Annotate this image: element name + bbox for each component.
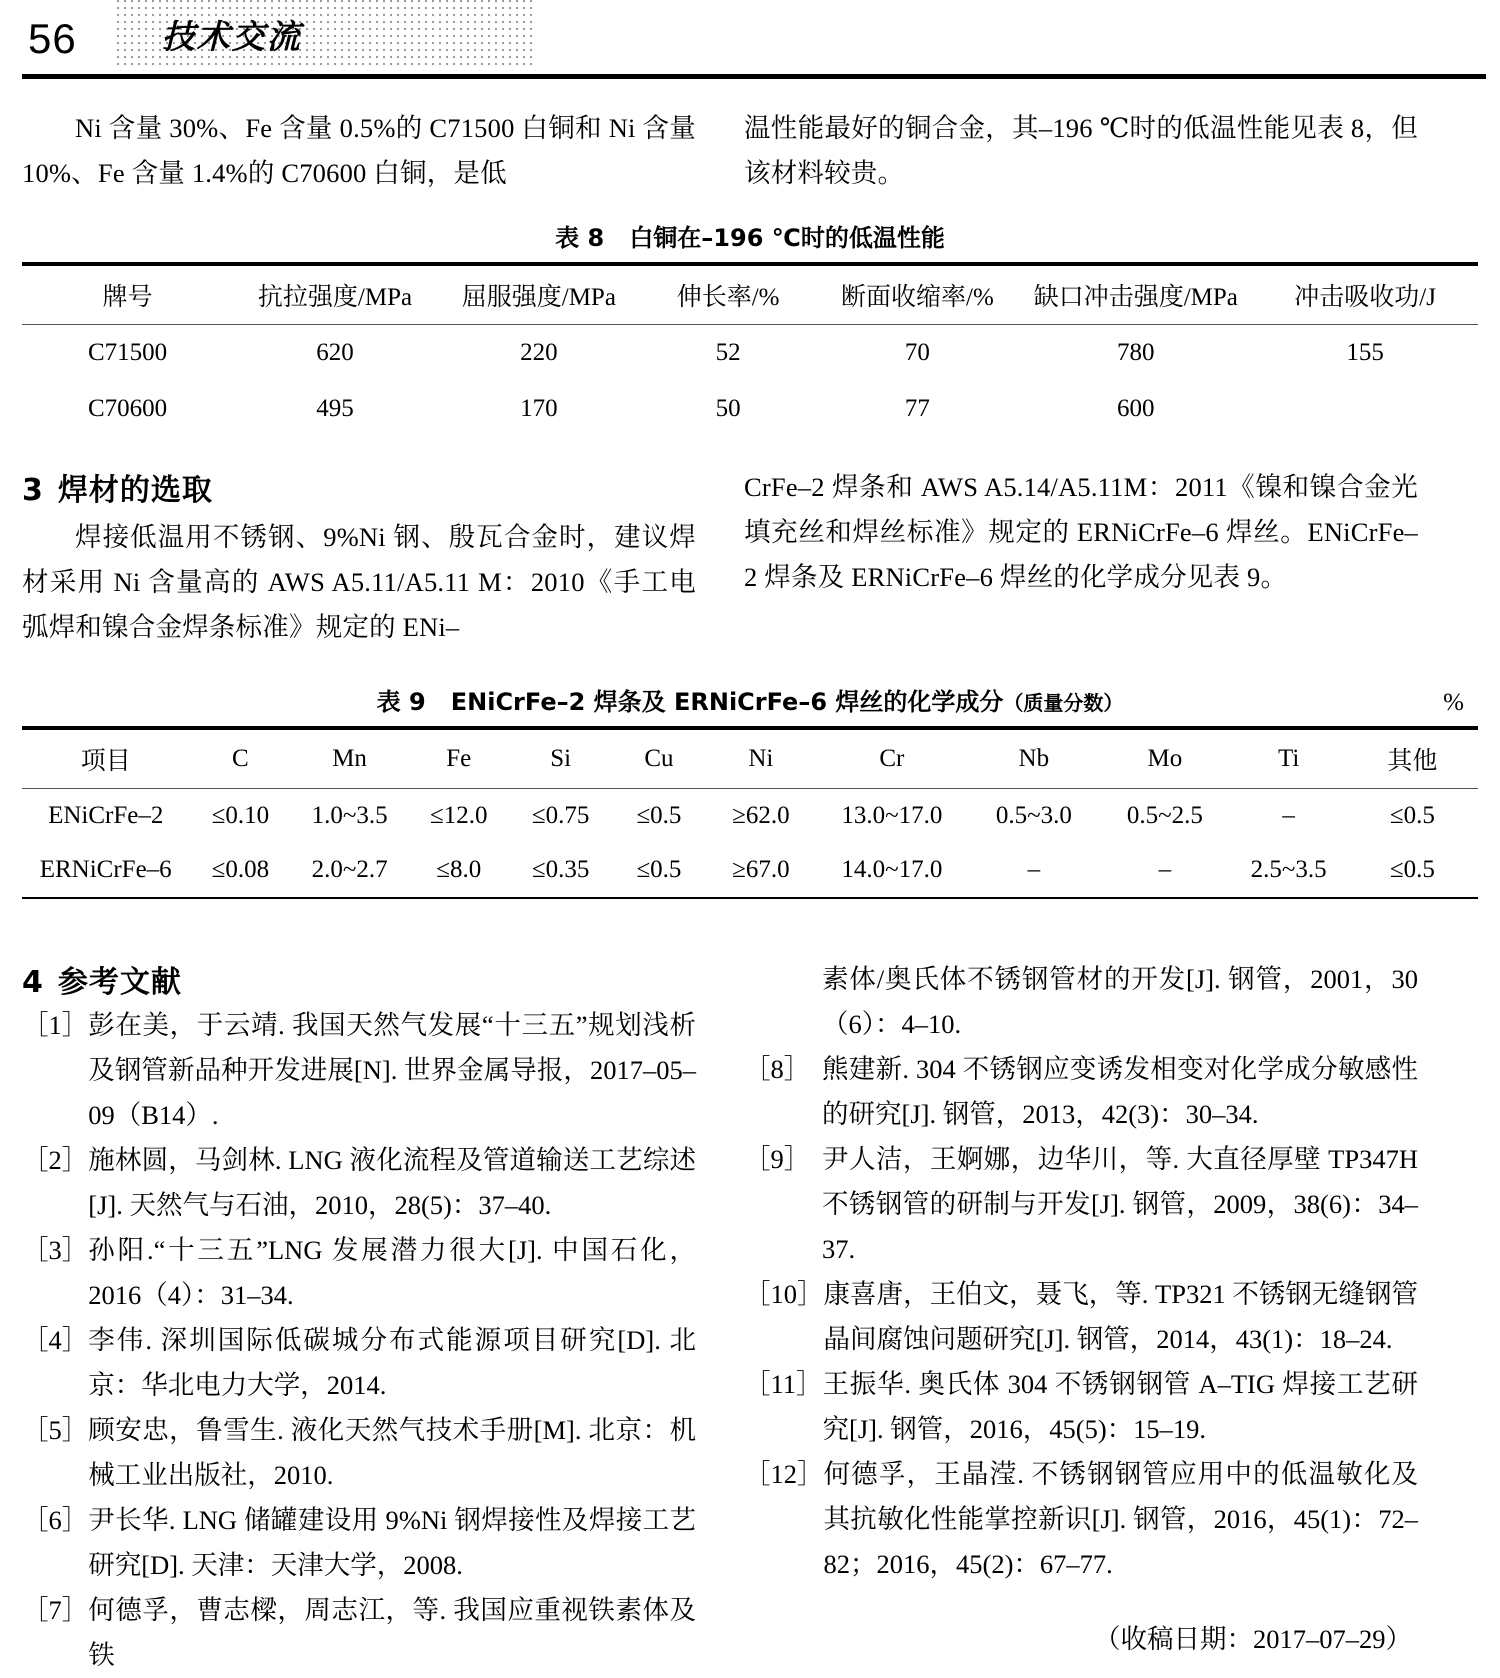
- reference-number: [744, 957, 822, 1047]
- table9-r1c2: 2.0~2.7: [311, 856, 388, 883]
- table-row: [22, 789, 1478, 844]
- table9-caption: [22, 674, 1478, 726]
- table9-r0c3: ≤12.0: [430, 802, 488, 829]
- reference-number: ［3］: [22, 1235, 89, 1265]
- table9-col-3: Fe: [408, 728, 510, 789]
- table9-r1c6: ≥67.0: [732, 856, 790, 883]
- section3-columns: [22, 465, 1478, 650]
- header-band: [117, 0, 537, 68]
- table8-col-1: 抗拉强度/MPa: [233, 264, 437, 325]
- section3-paragraph-left: 焊接低温用不锈钢、9%Ni 钢、殷瓦合金时，建议焊材采用 Ni 含量高的 AWS A5.11/A5.11 M：2010《手工电弧焊和镍合金焊条标准》规定的 ENi–: [22, 522, 696, 642]
- list-item: [744, 1362, 1418, 1452]
- list-item: [744, 1272, 1418, 1362]
- reference-number: ［5］: [22, 1415, 89, 1445]
- table9-r1c5: ≤0.5: [636, 856, 682, 883]
- table9-r0c1: ≤0.10: [211, 802, 270, 829]
- table8-caption: [22, 210, 1478, 262]
- table9-r0c6: ≥62.0: [732, 802, 790, 829]
- section3-paragraph-right: CrFe–2 焊条和 AWS A5.14/A5.11M：2011《镍和镍合金光填充丝和焊丝标准》规定的 ERNiCrFe–6 焊丝。ENiCrFe–2 焊条及 ERNiCrFe–6 焊丝的化学成分见表 9。: [744, 472, 1418, 592]
- reference-number: ［12］: [744, 1459, 824, 1489]
- table-row: [22, 325, 1478, 382]
- reference-number: ［7］: [22, 1595, 89, 1625]
- section3-left-column: [22, 465, 696, 650]
- list-item: [22, 1318, 696, 1408]
- list-item: [22, 1003, 696, 1138]
- table8-r1c6: [1252, 381, 1478, 437]
- reference-text: 顾安忠，鲁雪生. 液化天然气技术手册[M]. 北京：机械工业出版社，2010.: [88, 1415, 696, 1490]
- reference-list-right: [744, 957, 1418, 1587]
- table8-col-3: 伸长率/%: [641, 264, 816, 325]
- intro-right-column: [744, 106, 1418, 196]
- intro-paragraph-right: 温性能最好的铜合金，其–196 ℃时的低温性能见表 8，但该材料较贵。: [744, 113, 1418, 188]
- table8-r1c5: 600: [1117, 395, 1155, 422]
- reference-number: ［6］: [22, 1505, 89, 1535]
- header-band-title: 技术交流: [161, 16, 302, 56]
- table9-col-4: Si: [510, 728, 612, 789]
- table9-caption-text: ENiCrFe–2 焊条及 ERNiCrFe–6 焊丝的化学成分: [450, 688, 1004, 716]
- references-left-column: [22, 957, 696, 1678]
- table9-col-2: Mn: [291, 728, 407, 789]
- table-row: [22, 843, 1478, 897]
- table8-r0c4: 70: [904, 339, 930, 366]
- intro-left-column: [22, 106, 696, 196]
- table9-r0c0: ENiCrFe–2: [48, 802, 164, 829]
- table9-r0c2: 1.0~3.5: [311, 802, 388, 829]
- table9-col-5: Cu: [612, 728, 707, 789]
- section3-heading: [22, 465, 696, 509]
- table8-r0c1: 620: [316, 339, 354, 366]
- reference-number: ［8］: [744, 1054, 811, 1084]
- table8-r0c0: C71500: [87, 339, 168, 366]
- section3-number: 3: [22, 473, 44, 508]
- reference-text: 尹长华. LNG 储罐建设用 9%Ni 钢焊接性及焊接工艺研究[D]. 天津：天津大学，2008.: [88, 1505, 696, 1580]
- list-item: [744, 1137, 1418, 1272]
- table8: [22, 262, 1478, 437]
- received-date: （收稿日期：2017–07–29）: [1094, 1624, 1412, 1654]
- reference-text: 孙阳.“十三五”LNG 发展潜力很大[J]. 中国石化，2016（4）：31–34.: [88, 1235, 696, 1310]
- reference-number: ［4］: [22, 1325, 89, 1355]
- table9-col-7: Cr: [815, 728, 968, 789]
- list-item: [22, 1228, 696, 1318]
- header-rule: [22, 74, 1486, 79]
- table9-header-row: [22, 728, 1478, 789]
- list-item: [744, 1047, 1418, 1137]
- table9-r0c8: 0.5~3.0: [995, 802, 1072, 829]
- reference-number: ［10］: [744, 1279, 824, 1309]
- table8-caption-text: 白铜在–196 ℃时的低温性能: [629, 224, 945, 252]
- section4-title: 参考文献: [57, 965, 182, 1000]
- reference-text: 何德孚，曹志樑，周志江，等. 我国应重视铁素体及铁: [88, 1595, 696, 1670]
- reference-number: ［2］: [22, 1145, 89, 1175]
- reference-text: 何德孚，王晶滢. 不锈钢钢管应用中的低温敏化及其抗敏化性能掌控新识[J]. 钢管，2016，45(1)：72–82；2016，45(2)：67–77.: [823, 1459, 1418, 1579]
- table8-r1c0: C70600: [87, 395, 168, 422]
- references-columns: [22, 957, 1478, 1678]
- table9-r1c10: 2.5~3.5: [1250, 856, 1327, 883]
- list-item: [744, 1452, 1418, 1587]
- list-item: [22, 1498, 696, 1588]
- table8-r0c5: 780: [1117, 339, 1155, 366]
- list-item: [744, 957, 1418, 1047]
- page-number: 56: [28, 15, 77, 62]
- table9-block: [22, 674, 1478, 899]
- table8-r1c3: 50: [715, 395, 741, 422]
- list-item: [22, 1588, 696, 1678]
- section4-number: 4: [22, 965, 44, 1000]
- table9-r0c5: ≤0.5: [636, 802, 682, 829]
- reference-number: ［9］: [744, 1144, 811, 1174]
- table8-r1c1: 495: [316, 395, 354, 422]
- table9-r0c7: 13.0~17.0: [841, 802, 943, 829]
- table9-caption-unit: %: [1443, 689, 1464, 716]
- table8-r0c6: 155: [1346, 339, 1384, 366]
- section3-right-column: [744, 465, 1418, 650]
- table9-r1c1: ≤0.08: [211, 856, 270, 883]
- table9-col-10: Ti: [1230, 728, 1346, 789]
- table8-header-row: [22, 264, 1478, 325]
- table8-col-0: 牌号: [22, 264, 233, 325]
- section4-heading: [22, 957, 696, 1001]
- table9-caption-number: 表 9: [376, 688, 426, 716]
- table9: [22, 726, 1478, 897]
- table-row: [22, 381, 1478, 437]
- list-item: [22, 1138, 696, 1228]
- page-content: [0, 106, 1500, 1678]
- table8-col-2: 屈服强度/MPa: [437, 264, 641, 325]
- table9-r1c9: –: [1158, 856, 1172, 883]
- table9-col-8: Nb: [968, 728, 1099, 789]
- table9-r1c4: ≤0.35: [531, 856, 590, 883]
- reference-list-left: [22, 1003, 696, 1678]
- table9-r1c7: 14.0~17.0: [841, 856, 943, 883]
- table9-r0c4: ≤0.75: [531, 802, 590, 829]
- table9-r1c0: ERNiCrFe–6: [39, 856, 172, 883]
- reference-number: ［1］: [22, 1010, 89, 1040]
- reference-text: 素体/奥氏体不锈钢管材的开发[J]. 钢管，2001，30（6）：4–10.: [822, 964, 1418, 1039]
- section3-title: 焊材的选取: [57, 473, 213, 508]
- table9-r1c3: ≤8.0: [436, 856, 482, 883]
- reference-text: 熊建新. 304 不锈钢应变诱发相变对化学成分敏感性的研究[J]. 钢管，2013，42(3)：30–34.: [822, 1054, 1418, 1129]
- reference-text: 彭在美，于云靖. 我国天然气发展“十三五”规划浅析及钢管新品种开发进展[N]. 世界金属导报，2017–05–09（B14）.: [88, 1010, 696, 1130]
- table8-r1c4: 77: [904, 395, 930, 422]
- references-right-column: [744, 957, 1418, 1678]
- table9-caption-paren: （质量分数）: [1003, 691, 1124, 715]
- table8-block: [22, 210, 1478, 437]
- reference-text: 王振华. 奥氏体 304 不锈钢钢管 A–TIG 焊接工艺研究[J]. 钢管，2016，45(5)：15–19.: [822, 1369, 1418, 1444]
- table8-caption-number: 表 8: [555, 224, 605, 252]
- reference-text: 尹人洁，王婀娜，边华川，等. 大直径厚壁 TP347H 不锈钢管的研制与开发[J]. 钢管，2009，38(6)：34–37.: [822, 1144, 1418, 1264]
- reference-text: 康喜唐，王伯文，聂飞，等. TP321 不锈钢无缝钢管晶间腐蚀问题研究[J]. 钢管，2014，43(1)：18–24.: [823, 1279, 1418, 1354]
- table9-col-1: C: [189, 728, 291, 789]
- table8-r1c2: 170: [520, 395, 558, 422]
- table9-r1c11: ≤0.5: [1389, 856, 1435, 883]
- table9-r1c8: –: [1027, 856, 1041, 883]
- table8-r0c2: 220: [520, 339, 558, 366]
- table9-col-6: Ni: [706, 728, 815, 789]
- reference-text: 李伟. 深圳国际低碳城分布式能源项目研究[D]. 北京：华北电力大学，2014.: [88, 1325, 696, 1400]
- table8-col-4: 断面收缩率/%: [815, 264, 1019, 325]
- page-header: [0, 0, 1500, 78]
- intro-paragraph-left: Ni 含量 30%、Fe 含量 0.5%的 C71500 白铜和 Ni 含量 10%、Fe 含量 1.4%的 C70600 白铜，是低: [22, 113, 696, 188]
- table9-col-0: 项目: [22, 728, 189, 789]
- intro-columns: [22, 106, 1478, 196]
- list-item: [22, 1408, 696, 1498]
- table8-r0c3: 52: [715, 339, 741, 366]
- table9-col-11: 其他: [1347, 728, 1478, 789]
- table8-col-5: 缺口冲击强度/MPa: [1019, 264, 1252, 325]
- table9-r0c9: 0.5~2.5: [1126, 802, 1203, 829]
- table9-col-9: Mo: [1099, 728, 1230, 789]
- table8-col-6: 冲击吸收功/J: [1252, 264, 1478, 325]
- table9-r0c10: –: [1282, 802, 1295, 829]
- table9-r0c11: ≤0.5: [1389, 802, 1435, 829]
- reference-number: ［11］: [744, 1369, 823, 1399]
- table9-wrapper: [22, 726, 1478, 899]
- reference-text: 施林圆，马剑林. LNG 液化流程及管道输送工艺综述[J]. 天然气与石油，2010，28(5)：37–40.: [88, 1145, 696, 1220]
